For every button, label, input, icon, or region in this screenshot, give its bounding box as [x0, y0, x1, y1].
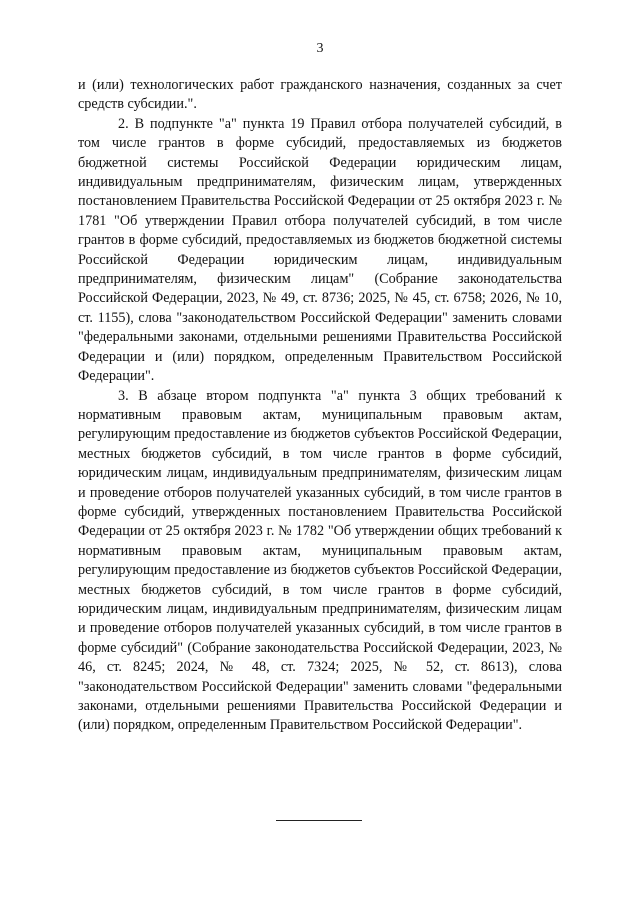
page-number: 3 [316, 41, 324, 56]
paragraph-continuation: и (или) технологических работ гражданского назначения, созданных за счет средств субсидии.". [78, 77, 562, 113]
paragraph-item-3: 3. В абзаце втором подпункта "а" пункта 3 общих требований к нормативным правовым актам, муниципальным правовым актам, регулирующим предоставление из бюджетов субъектов Российской Федерации, местных бюджетов субсидий, в том числе грантов в форме субсидий, юридическим лицам, индивидуальным предпринимателям, физическим лицам и проведение отборов получателей указанных субсидий, в том числе грантов в форме субсидий, утвержденных постановлением Правительства Российской Федерации от 25 октября 2023 г. № 1782 "Об утверждении общих требований к нормативным правовым актам, муниципальным правовым актам, регулирующим предоставление из бюджетов субъектов Российской Федерации, местных бюджетов субсидий, в том числе грантов в форме субсидий, юридическим лицам, индивидуальным предпринимателям, физическим лицам и проведение отборов получателей указанных субсидий, в том числе грантов в форме субсидий" (Собрание законодательства Российской Федерации, 2023, № 46, ст. 8245; 2024, № 48, ст. 7324; 2025, № 52, ст. 8613), слова "законодательством Российской Федерации" заменить словами "федеральными законами, отдельными решениями Правительства Российской Федерации и (или) порядком, определенным Правительством Российской Федерации". [78, 387, 562, 734]
paragraph-item-2: 2. В подпункте "а" пункта 19 Правил отбора получателей субсидий, в том числе грантов в форме субсидий, предоставляемых из бюджетов бюджетной системы Российской Федерации юридическим лицам, индивидуальным предпринимателям, физическим лицам, утвержденных постановлением Правительства Российской Федерации от 25 октября 2023 г. № 1781 "Об утверждении Правил отбора получателей субсидий, в том числе грантов в форме субсидий, предоставляемых из бюджетов бюджетной системы Российской Федерации юридическим лицам, индивидуальным предпринимателям, физическим лицам" (Собрание законодательства Российской Федерации, 2023, № 49, ст. 8736; 2025, № 45, ст. 6758; 2026, № 10, ст. 1155), слова "законодательством Российской Федерации" заменить словами "федеральными законами, отдельными решениями Правительства Российской Федерации и (или) порядком, определенным Правительством Российской Федерации". [78, 115, 562, 385]
document-body [78, 76, 562, 736]
end-of-text-rule [276, 820, 362, 821]
